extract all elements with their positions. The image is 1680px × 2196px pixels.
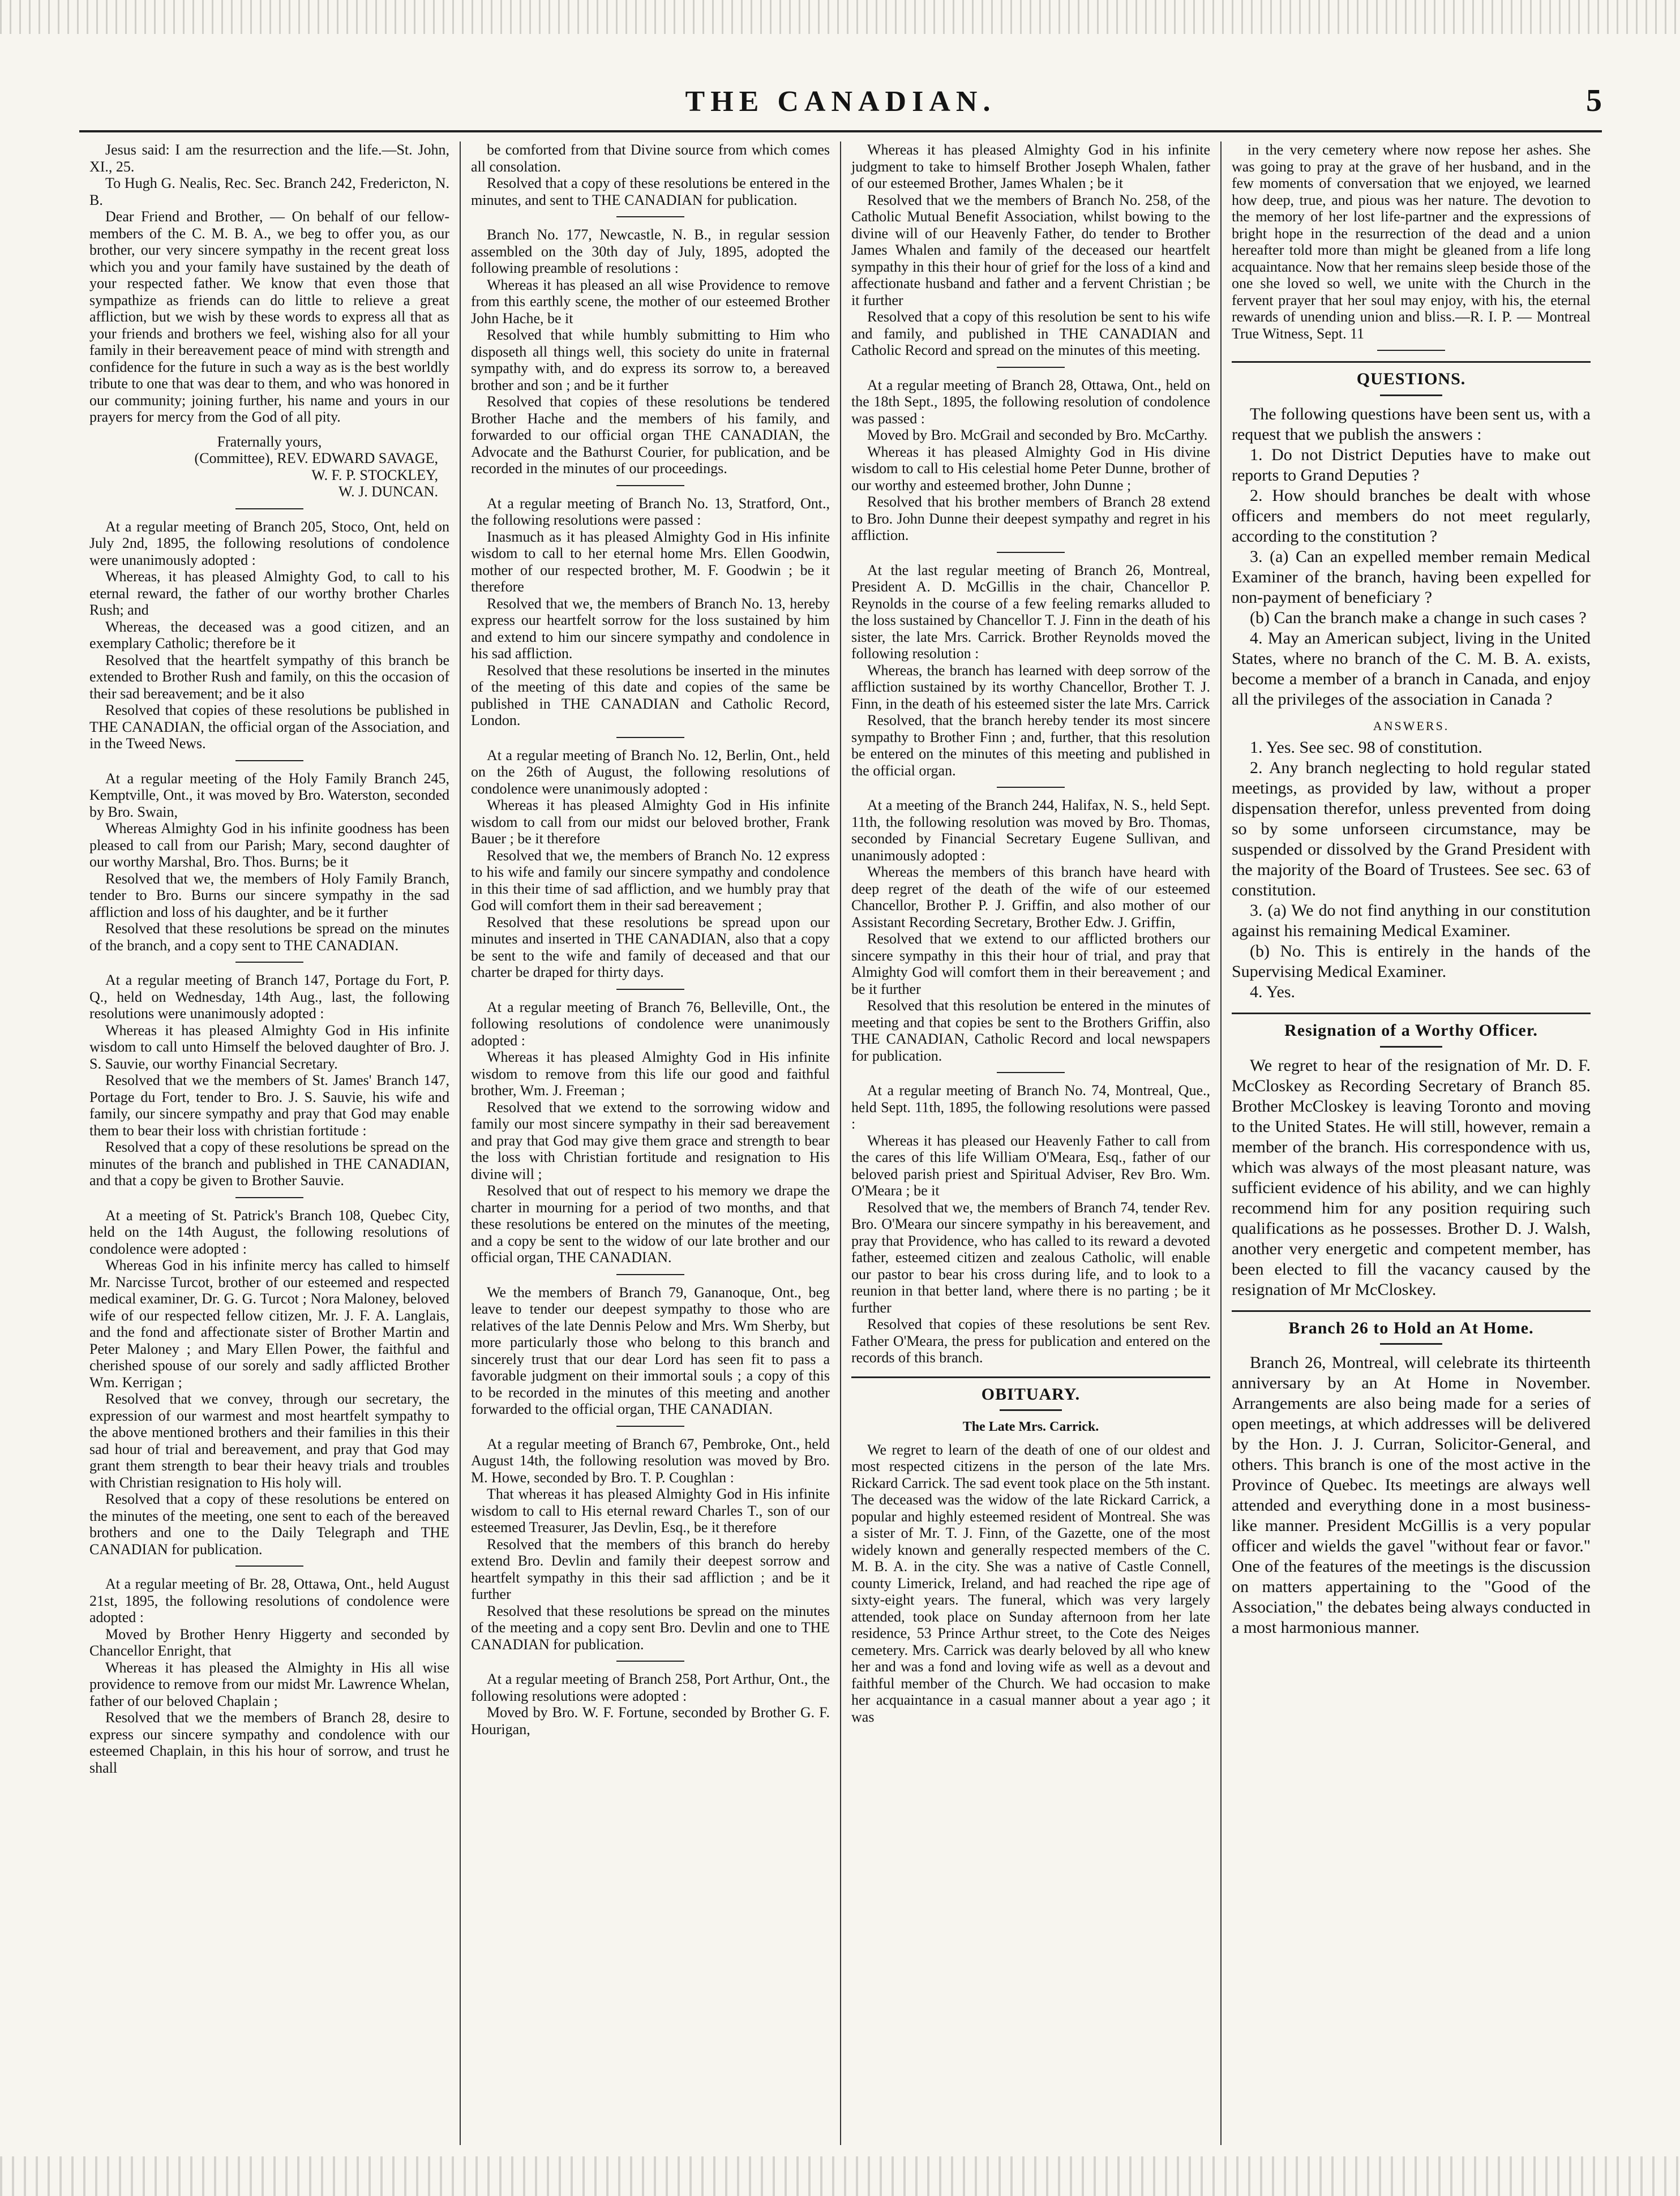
- paragraph: Resolved that we the members of Branch 28, desire to express our sincere sympathy and condolence with our esteemed Chaplain, in this his hour of sorrow, and trust he shall: [89, 1709, 449, 1776]
- section-heading: Resignation of a Worthy Officer.: [1232, 1013, 1591, 1048]
- section-separator: [616, 485, 684, 486]
- paragraph: 2. How should branches be dealt with whose officers and members do not meet regularly, according to the constitution ?: [1232, 486, 1591, 546]
- paragraph: At a meeting of St. Patrick's Branch 108, Quebec City, held on the 14th August, the following resolutions of condolence were adopted :: [89, 1207, 449, 1257]
- section-separator: [616, 737, 684, 738]
- paragraph: The following questions have been sent us, with a request that we publish the answers :: [1232, 404, 1591, 444]
- section-separator: [997, 367, 1065, 368]
- notice-block: [471, 999, 830, 1266]
- section-separator: [616, 1661, 684, 1662]
- paragraph: At a regular meeting of Branch 76, Belleville, Ont., the following resolutions of condolence were unanimously adopted :: [471, 998, 830, 1049]
- notice-block: [851, 377, 1210, 544]
- paragraph: Resolved that we, the members of Branch No. 12 express to his wife and family our sincere sympathy and condolence in this their time of sad affliction, and we humbly pray that God will comfort them in their sad bereavement ;: [471, 847, 830, 913]
- signature-block: [89, 434, 449, 500]
- obituary-heading: OBITUARY.: [851, 1376, 1210, 1412]
- notice-block: [471, 1671, 830, 1738]
- section-separator: [616, 1274, 684, 1275]
- paragraph: Resolved that these resolutions be spread on the minutes of the meeting and a copy sent Bro. Devlin and one to THE CANADIAN for publication.: [471, 1602, 830, 1653]
- paragraph: Whereas God in his infinite mercy has called to himself Mr. Narcisse Turcot, brother of our esteemed and respected medical examiner, Dr. G. G. Turcot ; Nora Maloney, beloved wife of our respected fellow citizen, Mr. J. F. A. Langlais, and the fond and affectionate sister of Brother Martin and Peter Maloney ; and Mary Ellen Power, the faithful and cherished spouse of our sorely and sadly afflicted Brother Wm. Kerrigan ;: [89, 1257, 449, 1391]
- article-body: [1232, 1353, 1591, 1638]
- paragraph: Inasmuch as it has pleased Almighty God in His infinite wisdom to call to her eternal home Mrs. Ellen Goodwin, mother of our respected brother, M. F. Goodwin ; be it therefore: [471, 528, 830, 595]
- paragraph: (b) No. This is entirely in the hands of the Supervising Medical Examiner.: [1232, 942, 1591, 981]
- notice-block: [89, 141, 449, 426]
- paragraph: We the members of Branch 79, Gananoque, Ont., beg leave to tender our deepest sympathy to those who are relatives of the late Dennis Pelow and Mrs. Wm Sherby, but more particularly those who belong to this branch and sincerely trust that our dear Lord has seen fit to pass a favorable judgment on their immortal souls ; a copy of this to be recorded in the minutes of this meeting and another forwarded to the official organ, THE CANADIAN.: [471, 1284, 830, 1417]
- paragraph: Resolved that we the members of Branch No. 258, of the Catholic Mutual Benefit Association, whilst bowing to the divine will of our Heavenly Father, do tender to Brother James Whalen and family of the deceased our heartfelt sympathy in this their hour of grief for the loss of a kind and affectionate husband and father and a fervent Christian ; be it further: [851, 191, 1210, 308]
- paragraph: At a regular meeting of Branch 28, Ottawa, Ont., held on the 18th Sept., 1895, the following resolution of condolence was passed :: [851, 376, 1210, 427]
- section-separator: [616, 1426, 684, 1427]
- notice-block: [851, 1442, 1210, 1726]
- notice-block: [89, 972, 449, 1189]
- masthead: [79, 74, 1602, 136]
- paragraph: Resolved that we the members of St. James' Branch 147, Portage du Fort, tender to Bro. J. S. Sauvie, his wife and family, our sincere sympathy and pray that God may enable them to bear their loss with christian fortitude :: [89, 1072, 449, 1139]
- notice-block: [89, 1207, 449, 1558]
- obituary-subheading: The Late Mrs. Carrick.: [962, 1419, 1099, 1434]
- paragraph: Moved by Brother Henry Higgerty and seconded by Chancellor Enright, that: [89, 1625, 449, 1659]
- section-separator: [235, 508, 303, 509]
- paragraph: Resolved that the members of this branch do hereby extend Bro. Devlin and family their deepest sorrow and heartfelt sympathy in this their sad affliction ; and be it further: [471, 1536, 830, 1602]
- paragraph: Moved by Bro. W. F. Fortune, seconded by Brother G. F. Hourigan,: [471, 1704, 830, 1738]
- article-columns: [79, 141, 1602, 2145]
- paragraph: Resolved that a copy of these resolutions be spread on the minutes of the branch and published in THE CANADIAN, and that a copy be given to Brother Sauvie.: [89, 1139, 449, 1189]
- paragraph: Resolved that out of respect to his memory we drape the charter in mourning for a period of two months, and that these resolutions be entered on the minutes of the meeting, and a copy be sent to the widow of our late brother and our official organ, THE CANADIAN.: [471, 1182, 830, 1266]
- paragraph: Whereas, the deceased was a good citizen, and an exemplary Catholic; therefore be it: [89, 618, 449, 651]
- paragraph: Whereas it has pleased the Almighty in His all wise providence to remove from our midst Mr. Lawrence Whelan, father of our beloved Chaplain ;: [89, 1659, 449, 1709]
- paragraph: At a regular meeting of Branch 205, Stoco, Ont, held on July 2nd, 1895, the following resolutions of condolence were unanimously adopted :: [89, 518, 449, 568]
- notice-block: [89, 770, 449, 954]
- notice-block: [471, 747, 830, 981]
- scan-noise-top: [0, 0, 1680, 34]
- paragraph: 3. (a) We do not find anything in our constitution against his remaining Medical Examiner.: [1232, 901, 1591, 940]
- column-4: [1220, 141, 1601, 2145]
- column-3: [840, 141, 1220, 2145]
- paragraph: Whereas the members of this branch have heard with deep regret of the death of the wife of our esteemed Chancellor, Brother P. J. Griffin, and also mother of our Assistant Recording Secretary, Brother Edw. J. Griffin,: [851, 864, 1210, 930]
- paragraph: Whereas it has pleased Almighty God in His infinite wisdom to call from our midst our beloved brother, Frank Bauer ; be it therefore: [471, 797, 830, 847]
- paragraph: 4. Yes.: [1250, 983, 1296, 1001]
- paragraph: 1. Do not District Deputies have to make out reports to Grand Deputies ?: [1232, 445, 1591, 484]
- article-body: [1232, 404, 1591, 710]
- paragraph: 2. Any branch neglecting to hold regular stated meetings, as provided by law, without a proper dispensation therefor, unless prevented from doing so by some unforseen circumstance, may be suspended or dissolved by the Grand President with the majority of the Board of Trustees. See sec. 63 of constitution.: [1232, 758, 1591, 899]
- newspaper-title: THE CANADIAN.: [685, 85, 996, 118]
- paragraph: Branch 26, Montreal, will celebrate its thirteenth anniversary by an At Home in November. Arrangements are also being made for a series of open meetings, at which addresses will be delivered by the Hon. J. J. Curran, Solicitor-General, and others. This branch is one of the most active in the Province of Quebec. Its meetings are always well attended and everything done in a most business-like manner. President McGillis is a very popular officer and wields the gavel "without fear or favor." One of the features of the meetings is the discussion on matters appertaining to the "Good of the Association," the debates being always conducted in a most harmonious manner.: [1232, 1353, 1591, 1637]
- section-separator: [235, 1565, 303, 1567]
- paragraph: Whereas it has pleased Almighty God in His divine wisdom to call to His celestial home Peter Dunne, brother of our worthy and esteemed brother, John Dunne ;: [851, 443, 1210, 494]
- paragraph: Resolved that his brother members of Branch 28 extend to Bro. John Dunne their deepest sympathy and regret in his affliction.: [851, 494, 1210, 543]
- masthead-rule: [79, 130, 1602, 132]
- paragraph: We regret to hear of the resignation of Mr. D. F. McCloskey as Recording Secretary of Branch 85. Brother McCloskey is leaving Toronto and moving to the United States. He will still, however, remain a member of the branch. His correspondence with us, which was always of the most pleasant nature, was sufficient evidence of his ability, and we can highly recommend him for any position requiring such qualifications as he possesses. Brother D. J. Walsh, another very energetic and competent member, has been elected to fill the vacancy caused by the resignation of Mr McCloskey.: [1232, 1056, 1591, 1299]
- section-separator: [1377, 350, 1445, 351]
- paragraph: (b) Can the branch make a change in such cases ?: [1250, 608, 1587, 627]
- notice-block: [851, 1082, 1210, 1366]
- paragraph: Resolved that a copy of these resolutions be entered in the minutes, and sent to THE CANADIAN for publication.: [471, 175, 830, 208]
- paragraph: Resolved that we extend to our afflicted brothers our sincere sympathy in this their hour of trial, and pray that Almighty God will comfort them in their bereavement ; and be it further: [851, 930, 1210, 997]
- notice-block: [851, 141, 1210, 359]
- paragraph: Resolved that we, the members of Holy Family Branch, tender to Bro. Burns our sincere sympathy in the sad affliction and loss of his daughter, and be it further: [89, 870, 449, 920]
- paragraph: Resolved that the heartfelt sympathy of this branch be extended to Brother Rush and family, on this the occasion of their sad bereavement; and be it also: [89, 651, 449, 702]
- paragraph: Moved by Bro. McGrail and seconded by Bro. McCarthy.: [867, 427, 1208, 443]
- paragraph: Whereas it has pleased Almighty God in His infinite wisdom to call unto Himself the beloved daughter of Bro. J. S. Sauvie, our worthy Financial Secretary.: [89, 1022, 449, 1072]
- paragraph: Branch No. 177, Newcastle, N. B., in regular session assembled on the 30th day of July, 1895, adopted the following preamble of resolutions :: [471, 226, 830, 276]
- signature-line: W. F. P. STOCKLEY,: [311, 466, 438, 483]
- paragraph: Resolved that these resolutions be spread upon our minutes and inserted in THE CANADIAN, also that a copy be sent to the wife and family of deceased and that our charter be draped for thirty days.: [471, 913, 830, 980]
- signature-line: W. J. DUNCAN.: [338, 483, 438, 500]
- paragraph: be comforted from that Divine source from which comes all consolation.: [471, 141, 830, 175]
- notice-block: [89, 518, 449, 752]
- paragraph: Whereas Almighty God in his infinite goodness has been pleased to call from our Parish; Mary, second daughter of our worthy Marshal, Bro. Thos. Burns; be it: [89, 820, 449, 870]
- section-separator: [235, 1197, 303, 1198]
- section-separator: [616, 989, 684, 990]
- article-body: [1232, 737, 1591, 1002]
- paragraph: To Hugh G. Nealis, Rec. Sec. Branch 242, Fredericton, N. B.: [89, 175, 449, 208]
- section-separator: [997, 1072, 1065, 1073]
- paragraph: Dear Friend and Brother, — On behalf of our fellow-members of the C. M. B. A., we beg to offer you, as our brother, our very sincere sympathy in the recent great loss which you and your family have sustained by the death of your respected father. We know that even those that sympathize as friends can do little to relieve a great affliction, but we wish by these words to express all that as your friends and brothers we feel, wishing also for all your family in their bereavement peace of mind with strength and confidence for the future in such a way as is the best worldly tribute to one that was dear to them, and who was honored in our community; joining further, his name and yours in our prayers for mercy from the God of all pity.: [89, 208, 449, 425]
- section-heading: QUESTIONS.: [1232, 361, 1591, 396]
- notice-block: [471, 1436, 830, 1653]
- column-1: [79, 141, 460, 2145]
- paragraph: Resolved that we extend to the sorrowing widow and family our most sincere sympathy in their sad bereavement and pray that God may give them grace and strength to bear the loss with Christian fortitude and resignation to His divine will ;: [471, 1099, 830, 1182]
- paragraph: Whereas it has pleased an all wise Providence to remove from this earthly scene, the mother of our esteemed Brother John Hache, be it: [471, 276, 830, 327]
- paragraph: in the very cemetery where now repose her ashes. She was going to pray at the grave of her husband, and in the few moments of conversation that we enjoyed, we learned how deep, true, and pious was her nature. The devotion to the memory of her lost life-partner and the expressions of bright hope in the resurrection of the dead and a union hereafter told more than might be gleaned from a life long acquaintance. Now that her remains sleep beside those of the one she loved so well, we unite with the Church in the fervent prayer that her soul may enjoy, with his, the eternal rewards of unending union and bliss.—R. I. P. — Montreal True Witness, Sept. 11: [1232, 141, 1591, 342]
- paragraph: Whereas, it has pleased Almighty God, to call to his eternal reward, the father of our worthy brother Charles Rush; and: [89, 568, 449, 618]
- paragraph: At a regular meeting of Branch 67, Pembroke, Ont., held August 14th, the following resolution was moved by Bro. M. Howe, seconded by Bro. T. P. Coughlan :: [471, 1435, 830, 1486]
- notice-block: [851, 562, 1210, 779]
- paragraph: 4. May an American subject, living in the United States, where no branch of the C. M. B. A. exists, become a member of a branch in Canada, and enjoy all the privileges of the association in Canada ?: [1232, 628, 1591, 709]
- paragraph: At a regular meeting of the Holy Family Branch 245, Kemptville, Ont., it was moved by Bro. Waterston, seconded by Bro. Swain,: [89, 770, 449, 820]
- paragraph: 1. Yes. See sec. 98 of constitution.: [1250, 738, 1482, 757]
- paragraph: That whereas it has pleased Almighty God in His infinite wisdom to call to His eternal reward Charles T., son of our esteemed Treasurer, Jas Devlin, Esq., be it therefore: [471, 1486, 830, 1536]
- paragraph: Whereas it has pleased Almighty God in his infinite judgment to take to himself Brother Joseph Whalen, father of our esteemed Brother, James Whalen ; be it: [851, 141, 1210, 191]
- notice-block: [471, 495, 830, 729]
- paragraph: At a regular meeting of Br. 28, Ottawa, Ont., held August 21st, 1895, the following resolutions of condolence were adopted :: [89, 1576, 449, 1625]
- paragraph: Resolved that a copy of this resolution be sent to his wife and family, and published in THE CANADIAN and Catholic Record and spread on the minutes of this meeting.: [851, 308, 1210, 358]
- signature-line: (Committee), REV. EDWARD SAVAGE,: [194, 450, 438, 466]
- paragraph: We regret to learn of the death of one of our oldest and most respected citizens in the person of the late Mrs. Rickard Carrick. The sad event took place on the 5th instant. The deceased was the widow of the late Rickard Carrick, a popular and highly esteemed resident of Montreal. She was a sister of Mr. T. J. Finn, of the Gazette, one of the most widely known and generally respected members of the C. M. B. A. in the city. She was a native of Castle Connell, county Limerick, Ireland, and had reached the ripe age of sixty-eight years. The funeral, which was very largely attended, took place on Sunday afternoon from her late residence, 53 Prince Arthur street, to the Cote des Neiges cemetery. Mrs. Carrick was dearly beloved by all who knew her and was a fond and loving wife as well as a devout and faithful member of the Church. We had occasion to make her acquaintance in a casual manner about a year ago ; it was: [851, 1441, 1210, 1725]
- paragraph: Resolved, that the branch hereby tender its most sincere sympathy to Brother Finn ; and, further, that this resolution be entered on the minutes of this meeting and published in the official organ.: [851, 712, 1210, 779]
- paragraph: Resolved that copies of these resolutions be tendered Brother Hache and the members of his family, and forwarded to our official organ THE CANADIAN, the Advocate and the Bathurst Courier, for publication, and be recorded in the minutes of our proceedings.: [471, 393, 830, 477]
- paragraph: Resolved that while humbly submitting to Him who disposeth all things well, this society do unite in fraternal sympathy with, and do express its sorrow to, a bereaved brother and son ; and be it further: [471, 327, 830, 393]
- paragraph: Resolved that we, the members of Branch 74, tender Rev. Bro. O'Meara our sincere sympathy in his bereavement, and pray that Providence, who has called to its reward a devoted father, esteemed citizen and zealous Catholic, will enable our pastor to bear his cross during life, and to look to a reunion in that better land, where there is no parting ; be it further: [851, 1199, 1210, 1316]
- paragraph: At a regular meeting of Branch No. 12, Berlin, Ont., held on the 26th of August, the following resolutions of condolence were unanimously adopted :: [471, 747, 830, 797]
- section-heading: Branch 26 to Hold an At Home.: [1232, 1310, 1591, 1345]
- page-number: 5: [1586, 83, 1602, 118]
- section-separator: [616, 216, 684, 217]
- notice-block: [89, 1576, 449, 1776]
- paragraph: Resolved that these resolutions be inserted in the minutes of the meeting of this date and copies of the same be published in THE CANADIAN and Catholic Record, London.: [471, 662, 830, 728]
- paragraph: Resolved that copies of these resolutions be published in THE CANADIAN, the official organ of the Association, and in the Tweed News.: [89, 702, 449, 752]
- scan-noise-bottom: [0, 2156, 1680, 2196]
- paragraph: Jesus said: I am the resurrection and the life.—St. John, XI., 25.: [89, 141, 449, 175]
- paragraph: Resolved that we, the members of Branch No. 13, hereby express our heartfelt sorrow for the loss sustained by him and extend to him our sincere sympathy and condolence in his sad affliction.: [471, 595, 830, 662]
- notice-block: [471, 141, 830, 208]
- paragraph: Whereas it has pleased Almighty God in His infinite wisdom to remove from this life our good and faithful brother, Wm. J. Freeman ;: [471, 1049, 830, 1099]
- paragraph: Whereas it has pleased our Heavenly Father to call from the cares of this life William O'Meara, Esq., father of our beloved parish priest and Spiritual Adviser, Rev Bro. Wm. O'Meara ; be it: [851, 1132, 1210, 1199]
- column-2: [460, 141, 840, 2145]
- paragraph: At a meeting of the Branch 244, Halifax, N. S., held Sept. 11th, the following resolution was moved by Bro. Thomas, seconded by Financial Secretary Eugene Sullivan, and unanimously adopted :: [851, 797, 1210, 864]
- section-separator: [997, 552, 1065, 553]
- paragraph: At a regular meeting of Branch 147, Portage du Fort, P. Q., held on Wednesday, 14th Aug., last, the following resolutions were unanimously adopted :: [89, 972, 449, 1022]
- section-separator: [235, 760, 303, 761]
- notice-block: [1232, 141, 1591, 342]
- paragraph: Whereas, the branch has learned with deep sorrow of the affliction sustained by its worthy Chancellor, Brother T. J. Finn, in the death of his esteemed sister the late Mrs. Carrick: [851, 662, 1210, 712]
- paragraph: Resolved that copies of these resolutions be sent Rev. Father O'Meara, the press for publication and entered on the records of this branch.: [851, 1316, 1210, 1366]
- paragraph: 3. (a) Can an expelled member remain Medical Examiner of the branch, having been expelled for non-payment of beneficiary ?: [1232, 547, 1591, 607]
- signature-line: Fraternally yours,: [217, 433, 322, 450]
- paragraph: Resolved that these resolutions be spread on the minutes of the branch, and a copy sent to THE CANADIAN.: [89, 920, 449, 954]
- paragraph: Resolved that a copy of these resolutions be entered on the minutes of the meeting, one sent to each of the bereaved brothers and one to the Daily Telegraph and THE CANADIAN for publication.: [89, 1491, 449, 1558]
- article-body: [1232, 1056, 1591, 1300]
- notice-block: [471, 1284, 830, 1418]
- notice-block: [471, 226, 830, 477]
- paragraph: At the last regular meeting of Branch 26, Montreal, President A. D. McGillis in the chair, Chancellor P. Reynolds in the course of a few feeling remarks alluded to the loss sustained by Chancellor T. J. Finn in the death of his sister, the late Mrs. Carrick. Brother Reynolds moved the following resolution :: [851, 561, 1210, 662]
- paragraph: Resolved that we convey, through our secretary, the expression of our warmest and most heartfelt sympathy to the above mentioned brothers and their families in this their sad hour of trial and bereavement, and pray that God may grant them strength to bear their heavy trials and troubles with Christian resignation to His holy will.: [89, 1391, 449, 1491]
- paragraph: At a regular meeting of Branch No. 74, Montreal, Que., held Sept. 11th, 1895, the following resolutions were passed :: [851, 1082, 1210, 1132]
- notice-block: [851, 797, 1210, 1064]
- answers-heading: ANSWERS.: [1373, 718, 1450, 733]
- paragraph: At a regular meeting of Branch No. 13, Stratford, Ont., the following resolutions were passed :: [471, 495, 830, 528]
- paragraph: At a regular meeting of Branch 258, Port Arthur, Ont., the following resolutions were adopted :: [471, 1671, 830, 1704]
- paragraph: Resolved that this resolution be entered in the minutes of meeting and that copies be sent to the Brothers Griffin, also THE CANADIAN, Catholic Record and local newspapers for publication.: [851, 997, 1210, 1064]
- section-separator: [235, 962, 303, 963]
- section-separator: [997, 787, 1065, 788]
